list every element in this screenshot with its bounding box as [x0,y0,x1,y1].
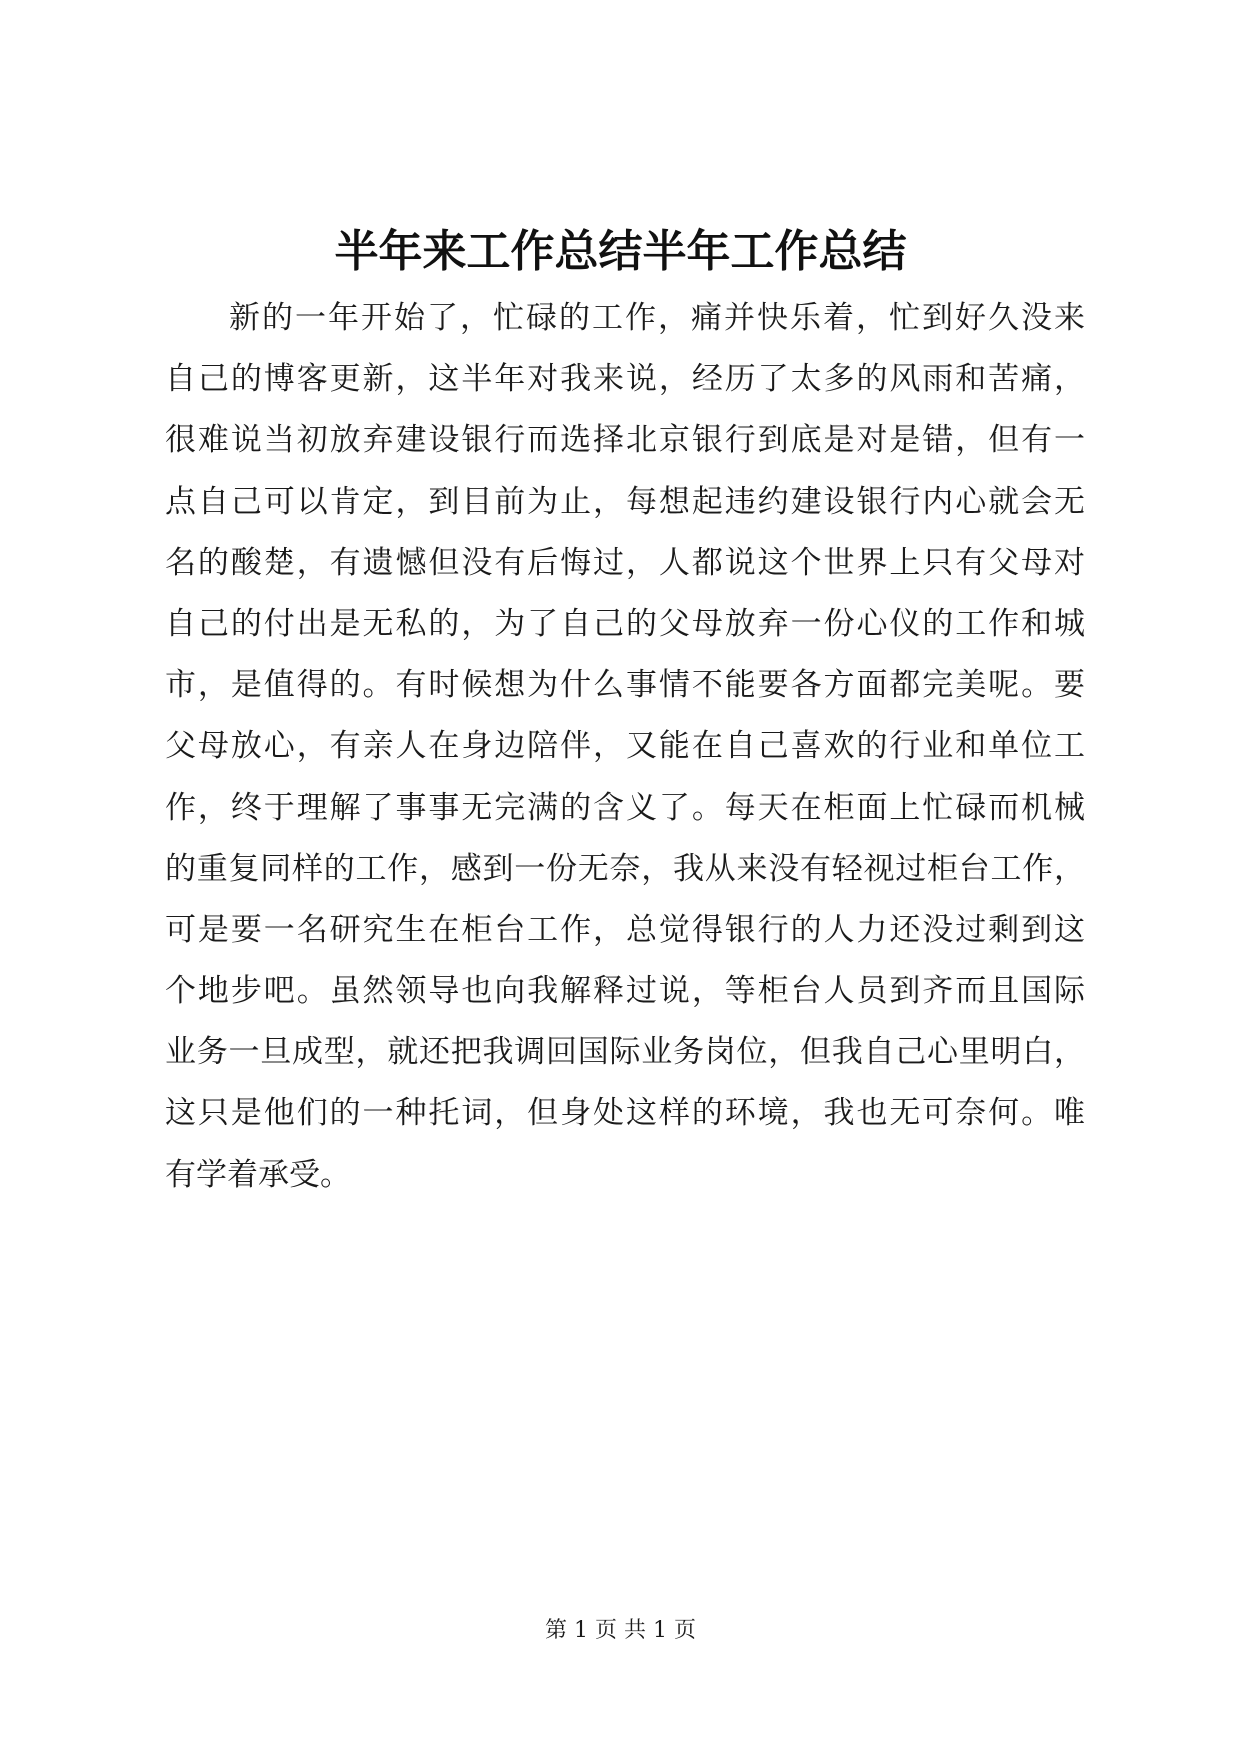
paragraph-line: 点自己可以肯定，到目前为止，每想起违约建设银行内心就会无 [165,483,1085,520]
paragraph-line: 这只是他们的一种托词，但身处这样的环境，我也无可奈何。唯 [165,1095,1085,1132]
paragraph-line: 自己的博客更新，这半年对我来说，经历了太多的风雨和苦痛， [165,361,1085,398]
paragraph-line: 的重复同样的工作，感到一份无奈，我从来没有轻视过柜台工作， [165,850,1085,887]
paragraph-line: 父母放心，有亲人在身边陪伴，又能在自己喜欢的行业和单位工 [165,728,1085,765]
body-paragraph [165,288,1085,1206]
paragraph-line: 很难说当初放弃建设银行而选择北京银行到底是对是错，但有一 [165,422,1085,459]
document-title: 半年来工作总结半年工作总结 [334,226,907,277]
paragraph-line: 有学着承受。 [165,1156,351,1193]
paragraph-line: 作，终于理解了事事无完满的含义了。每天在柜面上忙碌而机械 [165,789,1085,826]
paragraph-line: 市，是值得的。有时候想为什么事情不能要各方面都完美呢。要 [165,667,1085,704]
page-footer: 第 1 页 共 1 页 [545,1618,696,1643]
paragraph-line: 可是要一名研究生在柜台工作，总觉得银行的人力还没过剩到这 [165,911,1085,948]
paragraph-line: 自己的付出是无私的，为了自己的父母放弃一份心仪的工作和城 [165,605,1085,642]
paragraph-line: 新的一年开始了，忙碌的工作，痛并快乐着，忙到好久没来 [229,300,1085,336]
paragraph-line: 名的酸楚，有遗憾但没有后悔过，人都说这个世界上只有父母对 [165,544,1085,581]
paragraph-line: 业务一旦成型，就还把我调回国际业务岗位，但我自己心里明白， [165,1034,1085,1071]
paragraph-line: 个地步吧。虽然领导也向我解释过说，等柜台人员到齐而且国际 [165,973,1085,1010]
